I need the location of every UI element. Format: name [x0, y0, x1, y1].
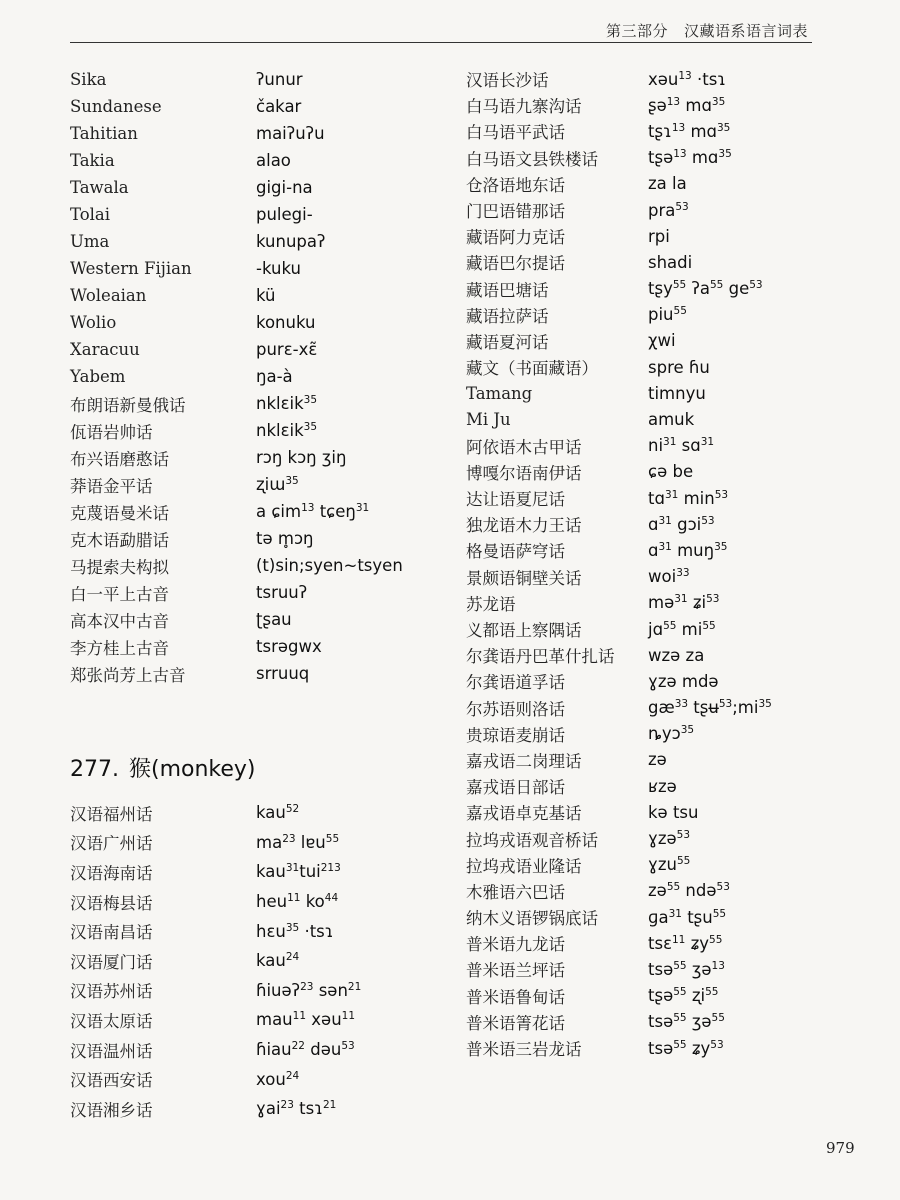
language-name: 汉语西安话 — [70, 1071, 153, 1091]
right-column — [466, 66, 866, 1061]
word-form: (t)sin;syen~tsyen — [256, 556, 403, 575]
language-name: 汉语海南话 — [70, 863, 153, 883]
entry-row — [70, 174, 450, 201]
entry-row — [70, 946, 450, 976]
language-name: 汉语南昌话 — [70, 923, 153, 943]
word-form: ɣzə$^{53}$ — [648, 829, 691, 849]
word-form: χwi — [648, 331, 676, 351]
word-form: ɡa$^{31}$ tʂu$^{55}$ — [648, 907, 727, 927]
word-form: pulegi- — [256, 205, 313, 224]
tone-mark: 35 — [285, 475, 299, 487]
word-form: xəu$^{13}$ ·tsɿ — [648, 69, 727, 89]
entry-row — [466, 956, 866, 982]
word-form: ɑ$^{31}$ muŋ$^{35}$ — [648, 540, 728, 560]
entry-row — [70, 1094, 450, 1124]
entry-row — [70, 417, 450, 444]
language-name: 嘉戎语二岗理话 — [466, 751, 582, 771]
word-form: jɑ$^{55}$ $mi^{55}$ — [648, 619, 716, 639]
entry-row — [466, 406, 866, 432]
entry-row — [466, 511, 866, 537]
language-name: 苏龙语 — [466, 594, 516, 614]
word-form: ʈʂau — [256, 610, 292, 629]
entry-row — [466, 485, 866, 511]
entry-row — [466, 564, 866, 590]
entry-title: 猴(monkey) — [128, 757, 256, 782]
word-form: čakar — [256, 97, 302, 116]
page-number: 979 — [826, 1139, 855, 1157]
entry-row — [466, 1035, 866, 1061]
language-name: 普米语箐花话 — [466, 1013, 565, 1033]
entry-row — [70, 1005, 450, 1035]
language-name: 藏语夏河话 — [466, 332, 549, 352]
entry-row — [70, 444, 450, 471]
word-form: ʐiɯ$^{35}$ — [256, 475, 299, 494]
language-name: 格曼语萨穹话 — [466, 542, 565, 562]
entry-row — [70, 471, 450, 498]
entry-row — [70, 633, 450, 660]
language-name: 克木语勐腊话 — [70, 530, 169, 550]
language-name: 普米语兰坪话 — [466, 961, 565, 981]
entry-row — [466, 747, 866, 773]
word-form: ɣzu$^{55}$ — [648, 855, 691, 875]
language-name: 汉语梅县话 — [70, 893, 153, 913]
language-name: Sundanese — [70, 97, 162, 116]
entry-row — [70, 66, 450, 93]
language-name: Yabem — [70, 367, 126, 386]
word-form: nklɛik$^{35}$ — [256, 394, 318, 413]
word-form: kunupaʔ — [256, 232, 326, 251]
language-name: 马提索夫构拟 — [70, 557, 169, 577]
word-form: $gæ^{33}$ $tʂʉ^{53};mi^{35}$ — [648, 698, 772, 718]
language-name: 仓洛语地东话 — [466, 175, 565, 195]
language-name: 拉坞戎语观音桥话 — [466, 830, 598, 850]
entry-row — [466, 773, 866, 799]
entry-row — [70, 525, 450, 552]
language-name: 克蔑语曼米话 — [70, 503, 169, 523]
entry-row — [70, 201, 450, 228]
language-name: 尔苏语则洛话 — [466, 699, 565, 719]
word-form: mə$^{31}$ ʑi$^{53}$ — [648, 593, 720, 613]
language-name: 普米语三岩龙话 — [466, 1040, 582, 1060]
word-form: heu$^{11}$ $ko^{44}$ — [256, 892, 339, 912]
word-form: tə m̥ɔŋ — [256, 529, 314, 548]
language-name: 布兴语磨憨话 — [70, 449, 169, 469]
word-form: gigi-na — [256, 178, 313, 197]
word-form: wzə za — [648, 645, 705, 665]
left-column-bottom — [70, 798, 450, 1124]
language-name: 白一平上古音 — [70, 584, 169, 604]
word-form: amuk — [648, 410, 695, 430]
language-name: 独龙语木力王话 — [466, 516, 582, 536]
entry-row — [70, 282, 450, 309]
language-name: Western Fijian — [70, 259, 192, 278]
entry-row — [466, 197, 866, 223]
language-name: 木雅语六巴话 — [466, 882, 565, 902]
entry-row — [466, 695, 866, 721]
entry-row — [466, 878, 866, 904]
language-name: Tawala — [70, 178, 129, 197]
language-name: 布朗语新曼俄话 — [70, 395, 186, 415]
entry-heading — [70, 752, 256, 783]
word-form: tsə$^{55}$ ʑy$^{53}$ — [648, 1038, 724, 1058]
header-part: 第三部分 — [605, 22, 668, 40]
language-name: Sika — [70, 70, 107, 89]
word-form: tsrəgwx — [256, 637, 322, 656]
entry-row — [70, 828, 450, 858]
language-name: Tamang — [466, 383, 533, 403]
word-form: -kuku — [256, 259, 301, 278]
left-column-top — [70, 66, 450, 687]
entry-row — [466, 92, 866, 118]
word-form: kü — [256, 286, 276, 305]
entry-row — [466, 799, 866, 825]
entry-row — [466, 380, 866, 406]
word-form: konuku — [256, 313, 316, 332]
language-name: 汉语长沙话 — [466, 71, 549, 91]
tone-mark: 35 — [303, 421, 318, 433]
word-form: $ma^{23}$ lɐu$^{55}$ — [256, 832, 340, 852]
word-form: tʂy$^{55}$ ʔa$^{55}$ $ge^{53}$ — [648, 279, 763, 299]
word-form: kə tsu — [648, 802, 699, 822]
entry-row — [466, 904, 866, 930]
entry-row — [70, 255, 450, 282]
entry-row — [466, 459, 866, 485]
language-name: 汉语厦门话 — [70, 952, 153, 972]
language-name: 尔龚语道孚话 — [466, 673, 565, 693]
entry-row — [70, 336, 450, 363]
word-form: zə$^{55}$ ndə$^{53}$ — [648, 881, 730, 901]
word-form: maiʔuʔu — [256, 124, 325, 143]
word-form: za la — [648, 174, 687, 194]
language-name: Xaracuu — [70, 340, 140, 359]
entry-row — [466, 433, 866, 459]
language-name: 李方桂上古音 — [70, 638, 169, 658]
word-form: xou$^{24}$ — [256, 1069, 300, 1089]
word-form: ɣzə mdə — [648, 671, 719, 691]
entry-row — [70, 147, 450, 174]
word-form: ɑ$^{31}$ gɔi$^{53}$ — [648, 514, 715, 534]
entry-row — [466, 930, 866, 956]
language-name: 汉语苏州话 — [70, 982, 153, 1002]
language-name: 白马语文县铁楼话 — [466, 149, 598, 169]
language-name: 高本汉中古音 — [70, 611, 169, 631]
word-form: tsruuʔ — [256, 583, 308, 602]
word-form: ɦiau$^{22}$ dəu$^{53}$ — [256, 1040, 355, 1060]
entry-row — [70, 1035, 450, 1065]
running-header — [606, 20, 808, 41]
entry-row — [466, 171, 866, 197]
language-name: 普米语九龙话 — [466, 935, 565, 955]
word-form: $ni^{31}$ sɑ$^{31}$ — [648, 436, 715, 456]
entry-row — [70, 93, 450, 120]
word-form: ʁzə — [648, 776, 677, 796]
entry-row — [70, 887, 450, 917]
header-section: 汉藏语系语言词表 — [683, 22, 808, 40]
language-name: 汉语湘乡话 — [70, 1100, 153, 1120]
language-name: 莽语金平话 — [70, 476, 153, 496]
word-form: nklɛik$^{35}$ — [256, 421, 318, 440]
language-name: 嘉戎语卓克基话 — [466, 804, 582, 824]
word-form: piu$^{55}$ — [648, 305, 687, 325]
language-name: Mi Ju — [466, 410, 511, 430]
language-name: 藏语阿力克话 — [466, 228, 565, 248]
entry-row — [70, 798, 450, 828]
word-form: tsɛ$^{11}$ ʑy$^{55}$ — [648, 933, 723, 953]
language-name: 拉坞戎语业隆话 — [466, 856, 582, 876]
tone-mark: 35 — [303, 394, 318, 406]
entry-row — [70, 916, 450, 946]
entry-row — [70, 363, 450, 390]
word-form: tsə$^{55}$ ʒə$^{13}$ — [648, 959, 725, 979]
word-form: rɔŋ kɔŋ ʒiŋ — [256, 448, 347, 467]
entry-row — [70, 309, 450, 336]
entry-row — [466, 223, 866, 249]
entry-row — [70, 390, 450, 417]
entry-row — [466, 302, 866, 328]
language-name: 门巴语错那话 — [466, 202, 565, 222]
entry-row — [70, 579, 450, 606]
entry-row — [466, 249, 866, 275]
language-name: Tolai — [70, 205, 111, 224]
entry-row — [466, 118, 866, 144]
entry-row — [466, 616, 866, 642]
entry-row — [70, 1064, 450, 1094]
language-name: 纳木义语锣锅底话 — [466, 909, 598, 929]
entry-row — [466, 642, 866, 668]
entry-row — [466, 721, 866, 747]
language-name: 藏语拉萨话 — [466, 306, 549, 326]
language-name: 博嘎尔语南伊话 — [466, 463, 582, 483]
entry-row — [466, 668, 866, 694]
entry-row — [70, 498, 450, 525]
language-name: Wolio — [70, 313, 117, 332]
entry-row — [466, 66, 866, 92]
word-form: spre ɦu — [648, 357, 710, 377]
word-form: ŋa-à — [256, 367, 293, 386]
language-name: 普米语鲁甸话 — [466, 987, 565, 1007]
entry-row — [70, 857, 450, 887]
language-name: 藏文（书面藏语） — [466, 359, 598, 379]
word-form: ɦiuəʔ$^{23}$ sən$^{21}$ — [256, 980, 362, 1000]
language-name: 汉语温州话 — [70, 1041, 153, 1061]
entry-row — [70, 120, 450, 147]
word-form: ȵyɔ$^{35}$ — [648, 724, 695, 744]
word-form: ɣai$^{23}$ tsɿ$^{21}$ — [256, 1099, 337, 1119]
language-name: Takia — [70, 151, 115, 170]
entry-row — [466, 1009, 866, 1035]
language-name: 藏语巴尔提话 — [466, 254, 565, 274]
language-name: 嘉戎语日部话 — [466, 778, 565, 798]
word-form: zə — [648, 750, 667, 770]
word-form: srruuq — [256, 664, 310, 683]
word-form: rpi — [648, 226, 670, 246]
word-form: tʂə$^{55}$ ʐi$^{55}$ — [648, 986, 719, 1006]
word-form: tsə$^{55}$ ʒə$^{55}$ — [648, 1012, 725, 1032]
language-name: 汉语广州话 — [70, 834, 153, 854]
language-name: 阿依语木古甲话 — [466, 437, 582, 457]
language-name: 汉语福州话 — [70, 804, 153, 824]
entry-row — [466, 354, 866, 380]
language-name: 景颇语铜壁关话 — [466, 568, 582, 588]
entry-row — [466, 145, 866, 171]
entry-row — [70, 552, 450, 579]
word-form: ʂə$^{13}$ mɑ$^{35}$ — [648, 95, 726, 115]
entry-row — [466, 537, 866, 563]
word-form: hɛu$^{35}$ ·tsɿ — [256, 921, 334, 941]
word-form: shadi — [648, 252, 693, 272]
entry-row — [466, 328, 866, 354]
entry-row — [466, 276, 866, 302]
word-form: alao — [256, 151, 291, 170]
language-name: 尔龚语丹巴革什扎话 — [466, 647, 615, 667]
word-form: ʔunur — [256, 70, 303, 89]
entry-row — [466, 983, 866, 1009]
language-name: 达让语夏尼话 — [466, 490, 565, 510]
word-form: timnyu — [648, 383, 706, 403]
word-form: kau$^{31}$tui$^{213}$ — [256, 862, 341, 882]
language-name: 白马语九寨沟话 — [466, 97, 582, 117]
language-name: 藏语巴塘话 — [466, 280, 549, 300]
word-form: tɑ$^{31}$ $\min^{53}$ — [648, 488, 729, 508]
language-name: 汉语太原话 — [70, 1011, 153, 1031]
language-name: Uma — [70, 232, 110, 251]
word-form: kau$^{24}$ — [256, 951, 300, 971]
language-name: 贵琼语麦崩话 — [466, 725, 565, 745]
entry-row — [466, 590, 866, 616]
entry-row — [70, 660, 450, 687]
language-name: 义都语上察隅话 — [466, 621, 582, 641]
word-form: mau$^{11}$ xəu$^{11}$ — [256, 1010, 356, 1030]
entry-number: 277. — [70, 757, 119, 782]
entry-row — [466, 852, 866, 878]
word-form: woi$^{33}$ — [648, 567, 690, 587]
word-form: pra$^{53}$ — [648, 200, 689, 220]
language-name: Woleaian — [70, 286, 147, 305]
word-form: tʂɿ$^{13}$ mɑ$^{35}$ — [648, 121, 731, 141]
language-name: 佤语岩帅话 — [70, 422, 153, 442]
word-form: kau$^{52}$ — [256, 803, 300, 823]
entry-row — [70, 228, 450, 255]
entry-row — [466, 825, 866, 851]
entry-row — [70, 606, 450, 633]
language-name: 郑张尚芳上古音 — [70, 665, 186, 685]
language-name: Tahitian — [70, 124, 138, 143]
header-rule — [70, 42, 812, 43]
word-form: a ɕim$^{13}$ tɕeŋ$^{31}$ — [256, 502, 370, 521]
word-form: tʂə$^{13}$ mɑ$^{35}$ — [648, 148, 732, 168]
word-form: ɕə be — [648, 462, 694, 482]
language-name: 白马语平武话 — [466, 123, 565, 143]
word-form: purɛ-xɛ̃ — [256, 340, 318, 359]
entry-row — [70, 976, 450, 1006]
